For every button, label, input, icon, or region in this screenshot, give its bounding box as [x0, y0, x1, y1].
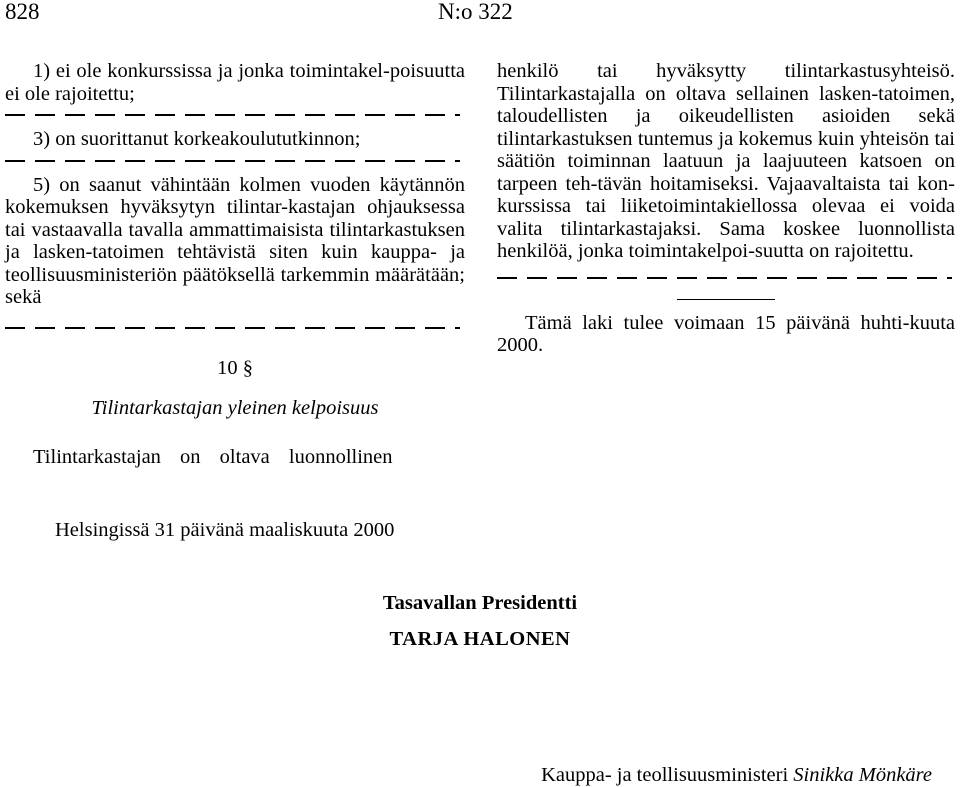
minister-signature — [541, 764, 932, 787]
section-number: 10 — [217, 356, 238, 379]
minister-title: Kauppa- ja teollisuusministeri — [541, 764, 789, 786]
omission-dashes — [5, 114, 460, 116]
section-paragraph: Tilintarkastajan on oltava luonnollinen — [33, 445, 393, 468]
omission-dashes — [497, 277, 952, 279]
omission-dashes — [5, 160, 460, 162]
end-rule — [677, 299, 775, 300]
section-title: Tilintarkastajan yleinen kelpoisuus — [91, 397, 379, 419]
list-item-5: 5) on saanut vähintään kolmen vuoden käytännön kokemuksen hyväksytyn tilintar-kastajan ohjauksessa tai vastaavalla tavalla ammattimaisista tilintarkastuksen ja lasken-tatoimen tehtävistä siten kuin kauppa- ja teollisuusministeriön päätöksellä tarkemmin määrätään; sekä — [5, 173, 465, 308]
place-date: Helsingissä 31 päivänä maaliskuuta 2000 — [55, 519, 395, 541]
list-item-3: 3) on suorittanut korkeakoulututkinnon; — [33, 128, 361, 150]
right-column — [497, 60, 955, 357]
omission-dashes — [5, 327, 460, 329]
section-heading — [5, 357, 465, 380]
issue-number: N:o 322 — [438, 0, 513, 24]
list-item-1: 1) ei ole konkurssissa ja jonka toimintakel-poisuutta ei ole rajoitettu; — [5, 60, 465, 105]
signature-title: Tasavallan Presidentti — [382, 592, 578, 614]
page-number: 828 — [5, 0, 40, 24]
left-column — [5, 60, 465, 468]
minister-name: Sinikka Mönkäre — [793, 764, 932, 786]
entry-into-force: Tämä laki tulee voimaan 15 päivänä huhti-kuuta 2000. — [497, 311, 955, 356]
section-sign: § — [242, 356, 253, 379]
signature-name: TARJA HALONEN — [389, 628, 571, 650]
continuation-paragraph: henkilö tai hyväksytty tilintarkastusyhteisö. Tilintarkastajalla on oltava sellainen lasken-tatoimen, taloudellisten ja oikeudellisten asioiden sekä tilintarkastuksen tuntemus ja kokemus kuin yhteisön tai säätiön toiminnan laatuun ja laajuuteen katsoen on tarpeen teh-tävän hoitamiseksi. Vajaavaltaista tai kon-kurssissa tai liiketoimintakiellossa olevaa ei voida valita tilintarkastajaksi. Sama koskee luonnollista henkilöä, jonka toimintakelpoi-suutta on rajoitettu. — [497, 60, 955, 262]
